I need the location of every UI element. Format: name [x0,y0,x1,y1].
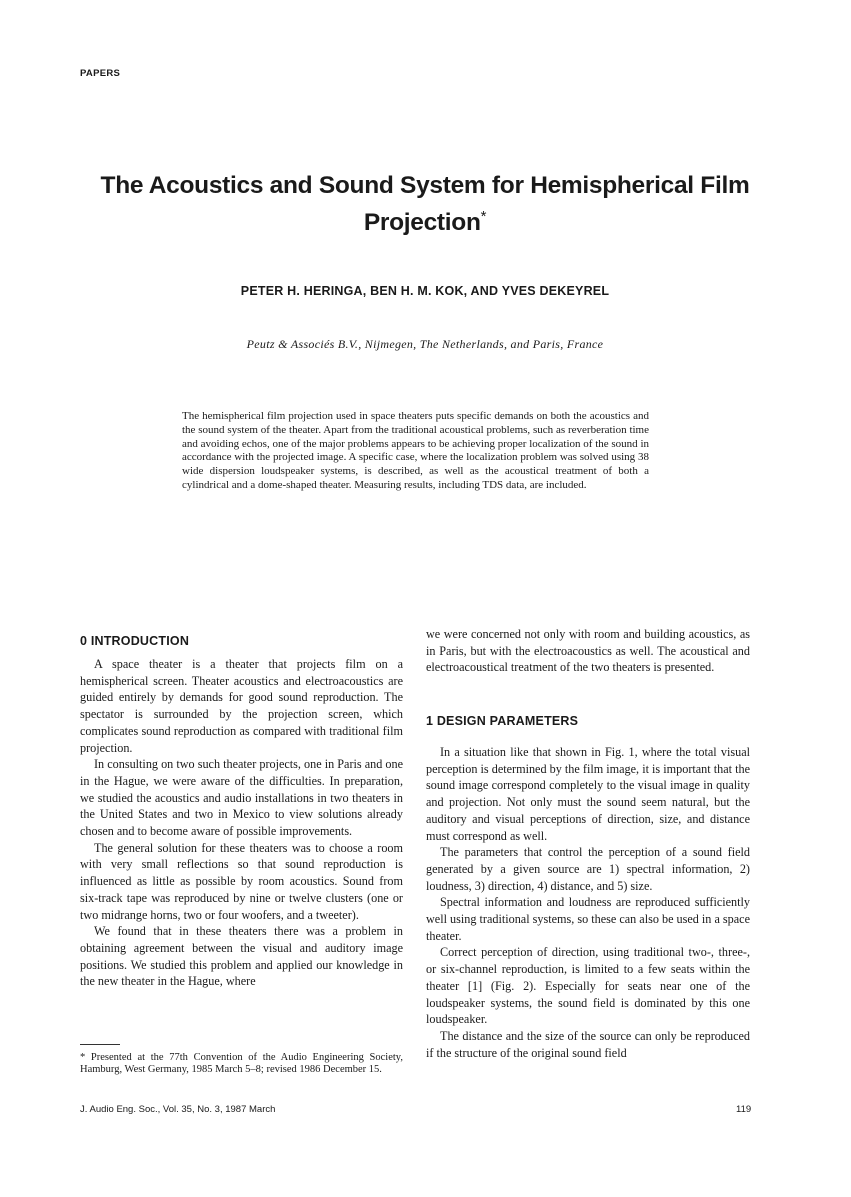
design-paragraph: Spectral information and loudness are reproduced sufficiently well using traditional systems, so these can also be used in a space theater. [426,895,750,943]
intro-paragraph: In consulting on two such theater projects, one in Paris and one in the Hague, we were aware of the difficulties. In preparation, we studied the acoustics and audio installations in two theaters in the United States and two in Mexico to view solutions already chosen and to become aware of possible improvements. [80,757,403,839]
title-footnote-mark: * [480,208,487,225]
authors: PETER H. HERINGA, BEN H. M. KOK, AND YVES DEKEYREL [240,284,610,298]
section-heading-design-parameters: 1 DESIGN PARAMETERS [426,714,579,728]
section-label: PAPERS [80,68,121,79]
intro-continuation: we were concerned not only with room and building acoustics, as in Paris, but with the electroacoustics as well. The acoustical and electroacoustical treatment of the two theaters is presented. [426,627,750,675]
affiliation: Peutz & Associés B.V., Nijmegen, The Netherlands, and Paris, France [246,337,604,351]
intro-paragraph: A space theater is a theater that projects film on a hemispherical screen. Theater acoustics and electroacoustics are guided entirely by demands for good sound reproduction. The spectator is surrounded by the projection screen, which complicates sound reproduction as compared with traditional film projection. [80,657,403,755]
intro-paragraph: The general solution for these theaters was to choose a room with very small reflections so that sound reproduction is influenced as little as possible by room acoustics. Sound from six-track tape was reproduced by nine or twelve clusters (one or two midrange horns, two or four woofers, and a tweeter). [80,840,403,922]
footnote-rule [80,1044,120,1045]
left-column [80,656,403,990]
design-paragraph: Correct perception of direction, using traditional two-, three-, or six-channel reproduction, is limited to a few seats within the theater [1] (Fig. 2). Especially for seats near one of the loudspeaker systems, the sound field is dominated by this one loudspeaker. [426,945,750,1027]
abstract: The hemispherical film projection used in space theaters puts specific demands on both the acoustics and the sound system of the theater. Apart from the traditional acoustical problems, such as reverberation time and avoiding echos, one of the major problems appears to be achieving proper localization of the sound in accordance with the projected image. A specific case, where the localization problem was solved using 38 wide dispersion loudspeaker systems, is described, as well as the acoustical treatment of both a cylindrical and a dome-shaped theater. Measuring results, including TDS data, are included. [182,410,649,491]
paper-title [60,170,790,238]
right-column-design [426,744,750,1061]
paper-title-text: The Acoustics and Sound System for Hemispherical Film Projection [100,172,750,237]
design-paragraph: In a situation like that shown in Fig. 1, where the total visual perception is determined by the film image, it is important that the sound image correspond completely to the visual image in quality and projection. Not only must the sound seem natural, but the auditory and visual perceptions of direction, size, and distance must correspond as well. [426,745,750,843]
journal-citation: J. Audio Eng. Soc., Vol. 35, No. 3, 1987 March [80,1104,276,1115]
design-paragraph: The parameters that control the perception of a sound field generated by a given source are 1) spectral information, 2) loudness, 3) direction, 4) distance, and 5) size. [426,845,750,893]
design-paragraph: The distance and the size of the source can only be reproduced if the structure of the original sound field [426,1028,750,1060]
right-column-top [426,626,750,676]
section-heading-introduction: 0 INTRODUCTION [80,634,190,648]
footnote: * Presented at the 77th Convention of the Audio Engineering Society, Hamburg, West Germany, 1985 March 5–8; revised 1986 December 15. [80,1052,403,1075]
page-number: 119 [736,1104,752,1115]
intro-paragraph: We found that in these theaters there was a problem in obtaining agreement between the visual and auditory image positions. We studied this problem and applied our knowledge in the new theater in the Hague, where [80,924,403,989]
